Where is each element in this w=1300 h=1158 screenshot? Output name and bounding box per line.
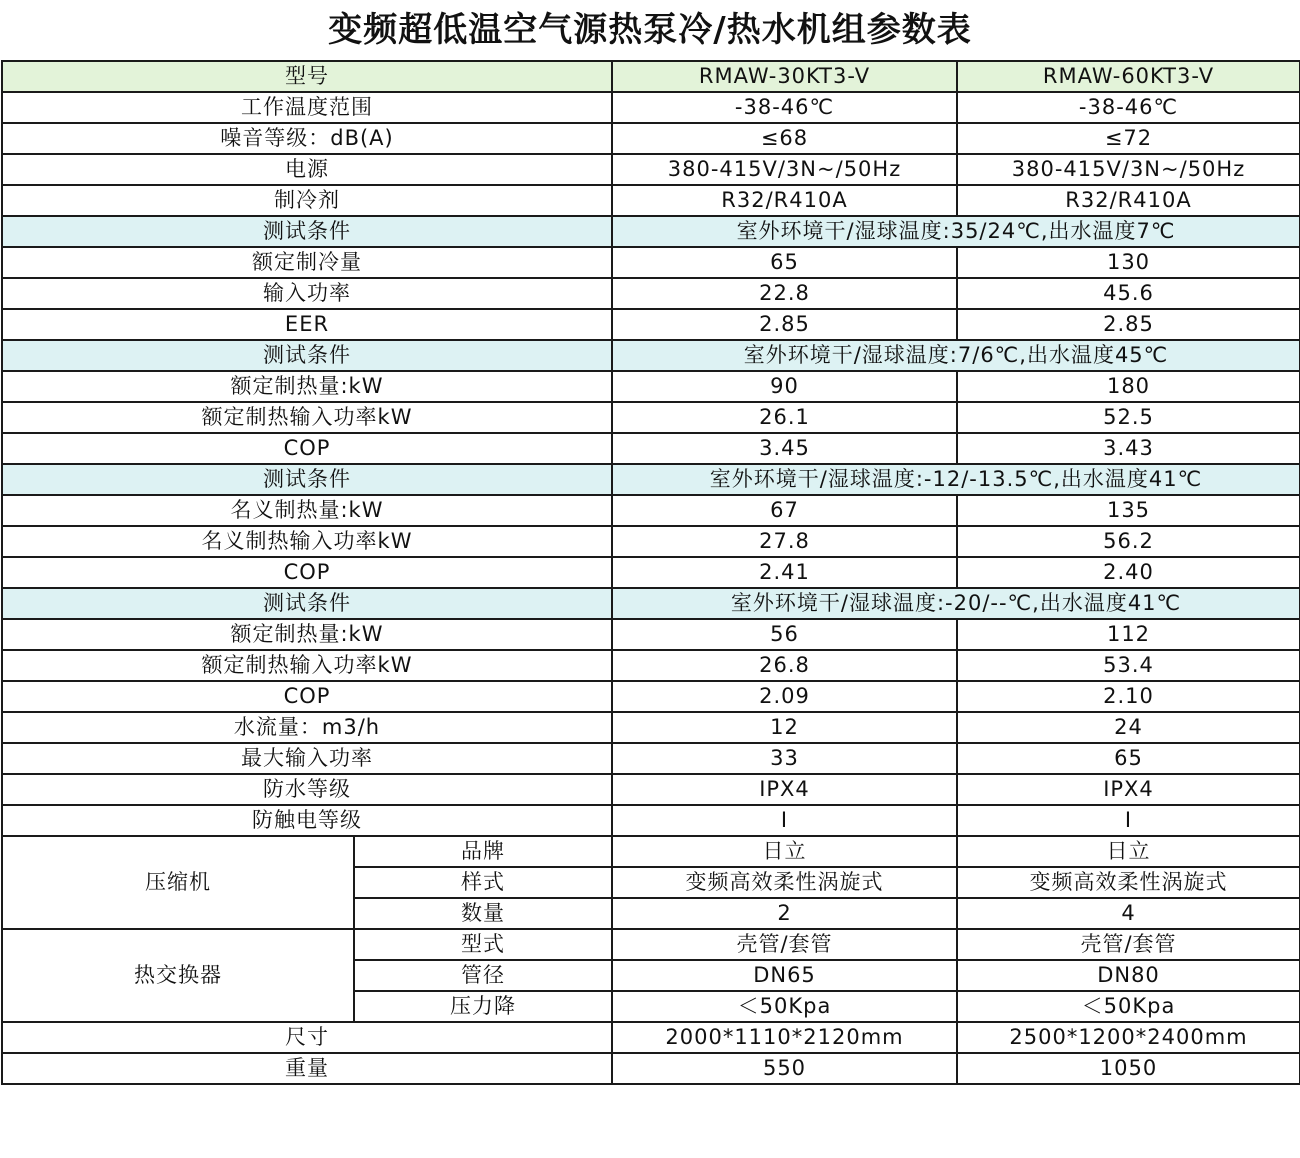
model-1-value: 33 [612, 743, 957, 774]
model-1-value: DN65 [612, 960, 957, 991]
model-1-value: ≤68 [612, 123, 957, 154]
table-row [2, 743, 1300, 774]
condition-label: 测试条件 [2, 216, 612, 247]
model-1-value: R32/R410A [612, 185, 957, 216]
test-condition-row [2, 216, 1300, 247]
row-label: 额定制热输入功率kW [2, 402, 612, 433]
row-label: 额定制冷量 [2, 247, 612, 278]
model-2-value: 变频高效柔性涡旋式 [957, 867, 1300, 898]
condition-text: 室外环境干/湿球温度:-20/--℃,出水温度41℃ [612, 588, 1300, 619]
table-row [2, 712, 1300, 743]
row-label: 名义制热输入功率kW [2, 526, 612, 557]
sub-label: 数量 [354, 898, 612, 929]
row-label: 重量 [2, 1053, 612, 1084]
table-row [2, 1053, 1300, 1084]
model-2-value: 壳管/套管 [957, 929, 1300, 960]
model-2-value: 130 [957, 247, 1300, 278]
model-1-value: 变频高效柔性涡旋式 [612, 867, 957, 898]
model-2-value: 380-415V/3N~/50Hz [957, 154, 1300, 185]
row-label: 额定制热量:kW [2, 371, 612, 402]
page-title: 变频超低温空气源热泵冷/热水机组参数表 [328, 10, 972, 50]
model-2-value: 52.5 [957, 402, 1300, 433]
table-row [2, 526, 1300, 557]
model-2-value: 56.2 [957, 526, 1300, 557]
model-1-value: 日立 [612, 836, 957, 867]
row-label: 噪音等级：dB(A) [2, 123, 612, 154]
row-label: 防触电等级 [2, 805, 612, 836]
test-condition-row [2, 464, 1300, 495]
table-row [2, 433, 1300, 464]
row-label: 防水等级 [2, 774, 612, 805]
table-row [2, 557, 1300, 588]
table-row [2, 154, 1300, 185]
sub-label: 压力降 [354, 991, 612, 1022]
model-2-value: ＜50Kpa [957, 991, 1300, 1022]
model-2-value: 日立 [957, 836, 1300, 867]
model-2-value: 4 [957, 898, 1300, 929]
table-row [2, 278, 1300, 309]
table-row [2, 371, 1300, 402]
row-label: 水流量：m3/h [2, 712, 612, 743]
model-2-value: R32/R410A [957, 185, 1300, 216]
model-2-header: RMAW-60KT3-V [957, 61, 1300, 92]
table-row [2, 309, 1300, 340]
model-2-value: 2.10 [957, 681, 1300, 712]
model-2-value: 3.43 [957, 433, 1300, 464]
row-label: 尺寸 [2, 1022, 612, 1053]
condition-label: 测试条件 [2, 588, 612, 619]
header-label: 型号 [2, 61, 612, 92]
row-label: 工作温度范围 [2, 92, 612, 123]
model-2-value: 2500*1200*2400mm [957, 1022, 1300, 1053]
test-condition-row [2, 340, 1300, 371]
table-row [2, 247, 1300, 278]
table-row [2, 185, 1300, 216]
model-2-value: 24 [957, 712, 1300, 743]
model-2-value: 2.85 [957, 309, 1300, 340]
condition-text: 室外环境干/湿球温度:35/24℃,出水温度7℃ [612, 216, 1300, 247]
sub-label: 样式 [354, 867, 612, 898]
model-2-value: 65 [957, 743, 1300, 774]
table-row [2, 123, 1300, 154]
sub-label: 型式 [354, 929, 612, 960]
table-row [2, 495, 1300, 526]
model-1-value: 2000*1110*2120mm [612, 1022, 957, 1053]
model-2-value: I [957, 805, 1300, 836]
model-2-value: 45.6 [957, 278, 1300, 309]
model-1-value: IPX4 [612, 774, 957, 805]
model-1-value: 2.41 [612, 557, 957, 588]
model-1-value: 22.8 [612, 278, 957, 309]
model-1-header: RMAW-30KT3-V [612, 61, 957, 92]
model-1-value: 26.8 [612, 650, 957, 681]
table-row [2, 619, 1300, 650]
row-label: COP [2, 433, 612, 464]
row-label: 制冷剂 [2, 185, 612, 216]
model-1-value: -38-46℃ [612, 92, 957, 123]
model-2-value: 112 [957, 619, 1300, 650]
table-row [2, 1022, 1300, 1053]
model-1-value: 67 [612, 495, 957, 526]
header-row [2, 61, 1300, 92]
sub-label: 管径 [354, 960, 612, 991]
model-1-value: 56 [612, 619, 957, 650]
row-label: 额定制热输入功率kW [2, 650, 612, 681]
heat-exchanger-group-label: 热交换器 [2, 929, 354, 1022]
table-row [2, 929, 1300, 960]
row-label: EER [2, 309, 612, 340]
model-1-value: 380-415V/3N~/50Hz [612, 154, 957, 185]
row-label: COP [2, 681, 612, 712]
row-label: 名义制热量:kW [2, 495, 612, 526]
model-1-value: 2.85 [612, 309, 957, 340]
model-2-value: 53.4 [957, 650, 1300, 681]
row-label: 输入功率 [2, 278, 612, 309]
compressor-group-label: 压缩机 [2, 836, 354, 929]
model-1-value: 65 [612, 247, 957, 278]
model-1-value: 90 [612, 371, 957, 402]
condition-text: 室外环境干/湿球温度:7/6℃,出水温度45℃ [612, 340, 1300, 371]
model-1-value: 26.1 [612, 402, 957, 433]
parameter-table [1, 60, 1300, 1085]
model-1-value: ＜50Kpa [612, 991, 957, 1022]
table-row [2, 774, 1300, 805]
table-row [2, 836, 1300, 867]
condition-label: 测试条件 [2, 340, 612, 371]
row-label: 额定制热量:kW [2, 619, 612, 650]
table-row [2, 402, 1300, 433]
condition-label: 测试条件 [2, 464, 612, 495]
model-1-value: 壳管/套管 [612, 929, 957, 960]
model-2-value: 135 [957, 495, 1300, 526]
model-2-value: DN80 [957, 960, 1300, 991]
model-2-value: IPX4 [957, 774, 1300, 805]
row-label: COP [2, 557, 612, 588]
row-label: 最大输入功率 [2, 743, 612, 774]
model-1-value: 27.8 [612, 526, 957, 557]
model-1-value: 550 [612, 1053, 957, 1084]
model-1-value: I [612, 805, 957, 836]
model-2-value: 2.40 [957, 557, 1300, 588]
model-2-value: 1050 [957, 1053, 1300, 1084]
row-label: 电源 [2, 154, 612, 185]
model-1-value: 3.45 [612, 433, 957, 464]
sub-label: 品牌 [354, 836, 612, 867]
model-1-value: 2 [612, 898, 957, 929]
model-2-value: ≤72 [957, 123, 1300, 154]
table-row [2, 681, 1300, 712]
model-1-value: 12 [612, 712, 957, 743]
model-2-value: 180 [957, 371, 1300, 402]
table-row [2, 650, 1300, 681]
model-2-value: -38-46℃ [957, 92, 1300, 123]
table-row [2, 805, 1300, 836]
model-1-value: 2.09 [612, 681, 957, 712]
table-row [2, 92, 1300, 123]
test-condition-row [2, 588, 1300, 619]
condition-text: 室外环境干/湿球温度:-12/-13.5℃,出水温度41℃ [612, 464, 1300, 495]
